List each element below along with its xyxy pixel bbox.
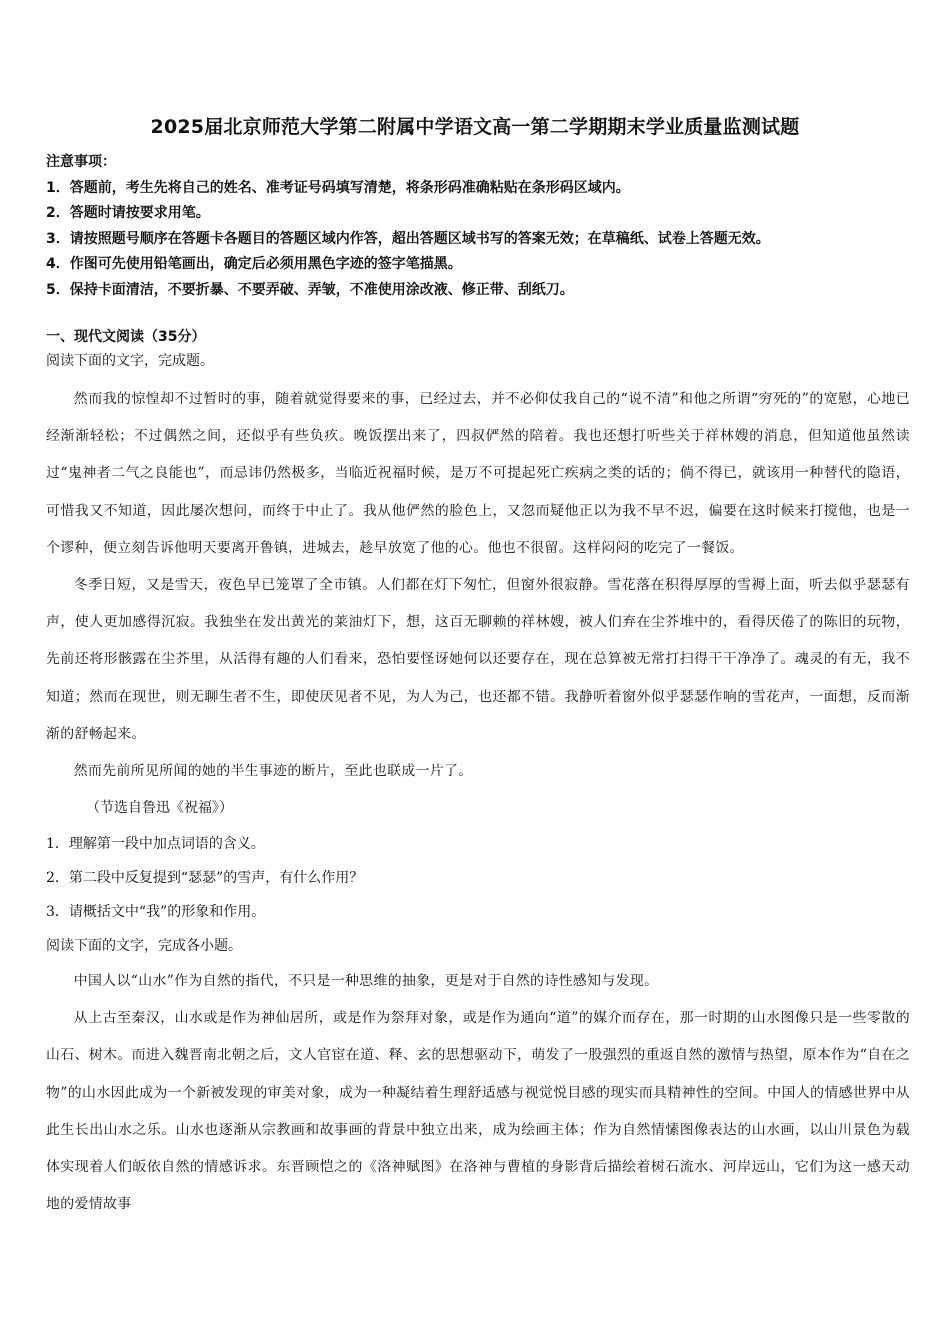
passage-paragraph: 冬季日短，又是雪天，夜色早已笼罩了全市镇。人们都在灯下匆忙，但窗外很寂静。雪花落在积得厚厚的雪褥上面，听去似乎瑟瑟有声，使人更加感得沉寂。我独坐在发出黄光的莱油灯下，想，这百无聊赖的祥林嫂，被人们弃在尘芥堆中的，看得厌倦了的陈旧的玩物，先前还将形骸露在尘芥里，从活得有趣的人们看来，恐怕要怪讶她何以还要存在，现在总算被无常打扫得干干净净了。魂灵的有无，我不知道；然而在现世，则无聊生者不生，即使厌见者不见，为人为己，也还都不错。我静听着窗外似乎瑟瑟作响的雪花声，一面想，反而渐渐的舒畅起来。 — [46, 577, 910, 742]
reading-instruction: 阅读下面的文字，完成各小题。 — [46, 938, 242, 955]
notice-item: 5．保持卡面清洁，不要折暴、不要弄破、弄皱，不准使用涂改液、修正带、刮纸刀。 — [46, 281, 574, 298]
reading-body — [46, 349, 910, 1223]
passage-source: （节选自鲁迅《祝福》） — [86, 800, 233, 817]
notice-item: 1．答题前，考生先将自己的姓名、准考证号码填写清楚，将条形码准确粘贴在条形码区域内。 — [46, 179, 630, 196]
passage-paragraph: 然而我的惊惶却不过暂时的事，随着就觉得要来的事，已经过去，并不必仰仗我自己的“说不清”和他之所谓“穷死的”的宽慰，心地已经渐渐轻松；不过偶然之间，还似乎有些负疚。晚饭摆出来了，四叔俨然的陪着。我也还想打听些关于祥林嫂的消息，但知道他虽然读过“鬼神者二气之良能也”，而忌讳仍然极多，当临近祝福时候，是万不可提起死亡疾病之类的话的；倘不得已，就该用一种替代的隐语，可惜我又不知道，因此屡次想问，而终于中止了。我从他俨然的脸色上，又忽而疑他正以为我不早不迟，偏要在这时候来打搅他，也是一个谬种，便立刻告诉他明天要离开鲁镇，进城去，趁早放宽了他的心。他也不很留。这样闷闷的吃完了一餐饭。 — [46, 391, 910, 556]
notice-heading: 注意事项： — [46, 154, 116, 170]
question-item: 3．请概括文中“我”的形象和作用。 — [46, 904, 266, 921]
notice-item: 3．请按照题号顺序在答题卡各题目的答题区域内作答，超出答题区域书写的答案无效；在草稿纸、试卷上答题无效。 — [46, 230, 770, 247]
question-item: 1．理解第一段中加点词语的含义。 — [46, 836, 265, 853]
passage-paragraph: 然而先前所见所闻的她的半生事迹的断片，至此也联成一片了。 — [73, 763, 473, 780]
page-title: 2025届北京师范大学第二附属中学语文高一第二学期期末学业质量监测试题 — [150, 116, 800, 138]
reading-instruction: 阅读下面的文字，完成题。 — [46, 353, 214, 369]
passage-paragraph: 从上古至秦汉，山水或是作为神仙居所，或是作为祭拜对象，或是作为通向“道”的媒介而存在，那一时期的山水图像只是一些零散的山石、树木。而进入魏晋南北朝之后，文人官宦在道、释、玄的思想驱动下，萌发了一股强烈的重返自然的激情与热望，原本作为“自在之物”的山水因此成为一个新被发现的审美对象，成为一种凝结着生理舒适感与视觉悦目感的现实而具精神性的空间。中国人的情感世界中从此生长出山水之乐。山水也逐渐从宗教画和故事画的背景中独立出来，成为绘画主体；作为自然情愫图像表达的山水画，以山川景色为载体实现着人们皈依自然的情感诉求。东晋顾恺之的《洛神赋图》在洛神与曹植的身影背后描绘着树石流水、河岸远山，它们为这一感天动地的爱情故事 — [46, 1010, 910, 1213]
passage-paragraph: 中国人以“山水”作为自然的指代，不只是一种思维的抽象，更是对于自然的诗性感知与发现。 — [73, 973, 659, 990]
section-heading: 一、现代文阅读（35分） — [46, 329, 206, 345]
notice-item: 2．答题时请按要求用笔。 — [46, 205, 210, 221]
notice-item: 4．作图可先使用铅笔画出，确定后必须用黑色字迹的签字笔描黑。 — [46, 256, 462, 272]
notice-block — [46, 150, 916, 303]
question-item: 2．第二段中反复提到“瑟瑟”的雪声，有什么作用？ — [46, 870, 364, 887]
